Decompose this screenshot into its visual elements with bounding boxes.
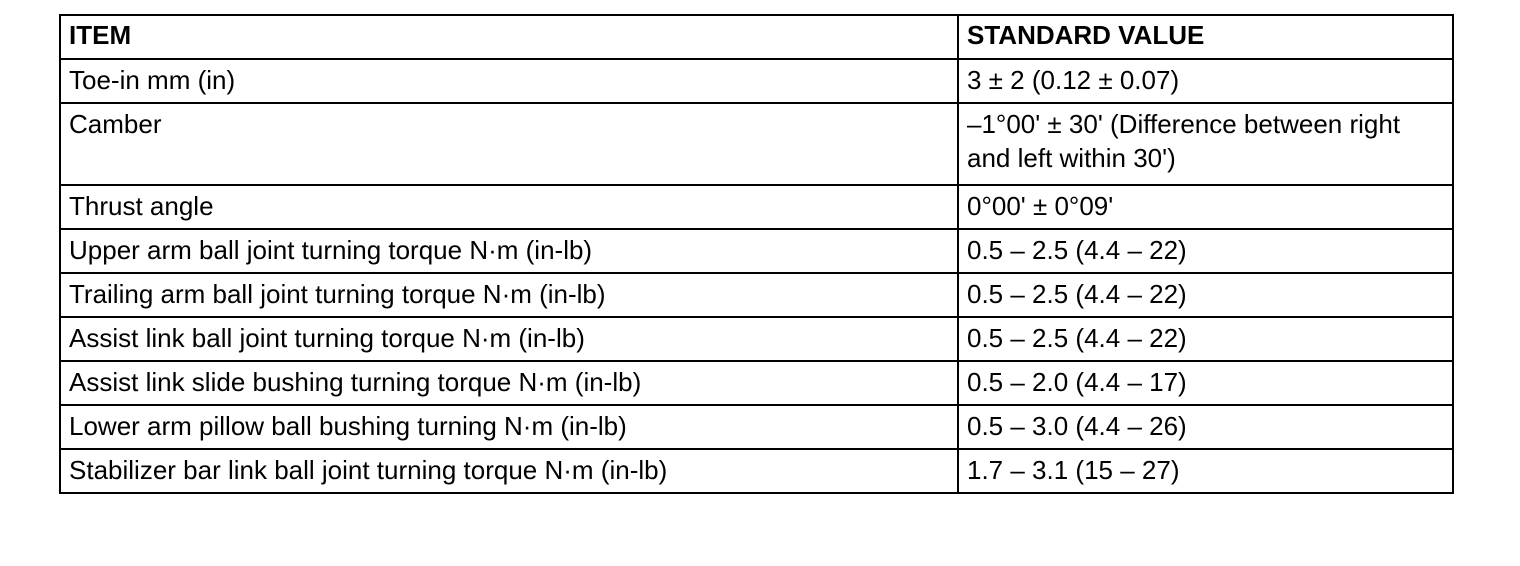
column-header-standard-value: STANDARD VALUE	[958, 15, 1453, 59]
value-cell: 0.5 – 2.5 (4.4 – 22)	[958, 317, 1453, 361]
item-cell: Assist link ball joint turning torque N·m (in-lb)	[60, 317, 958, 361]
table-row	[60, 317, 1453, 361]
table-row	[60, 449, 1453, 493]
item-cell: Toe-in mm (in)	[60, 59, 958, 103]
table-header-row	[60, 15, 1453, 59]
table-row	[60, 273, 1453, 317]
table-row	[60, 361, 1453, 405]
value-cell: 0.5 – 2.5 (4.4 – 22)	[958, 229, 1453, 273]
value-cell: 0°00' ± 0°09'	[958, 185, 1453, 229]
table-row	[60, 59, 1453, 103]
value-cell: 0.5 – 2.5 (4.4 – 22)	[958, 273, 1453, 317]
item-cell: Stabilizer bar link ball joint turning torque N·m (in-lb)	[60, 449, 958, 493]
item-cell: Thrust angle	[60, 185, 958, 229]
value-cell: 0.5 – 3.0 (4.4 – 26)	[958, 405, 1453, 449]
item-cell: Lower arm pillow ball bushing turning N·m (in-lb)	[60, 405, 958, 449]
value-cell: 3 ± 2 (0.12 ± 0.07)	[958, 59, 1453, 103]
table-row	[60, 185, 1453, 229]
item-cell: Assist link slide bushing turning torque N·m (in-lb)	[60, 361, 958, 405]
table-row	[60, 103, 1453, 185]
item-cell: Trailing arm ball joint turning torque N·m (in-lb)	[60, 273, 958, 317]
specification-table	[59, 14, 1454, 494]
value-cell: 1.7 – 3.1 (15 – 27)	[958, 449, 1453, 493]
item-cell: Camber	[60, 103, 958, 185]
table-row	[60, 405, 1453, 449]
value-cell: 0.5 – 2.0 (4.4 – 17)	[958, 361, 1453, 405]
item-cell: Upper arm ball joint turning torque N·m (in-lb)	[60, 229, 958, 273]
table-row	[60, 229, 1453, 273]
value-cell: –1°00' ± 30' (Difference between right and left within 30')	[958, 103, 1453, 185]
column-header-item: ITEM	[60, 15, 958, 59]
